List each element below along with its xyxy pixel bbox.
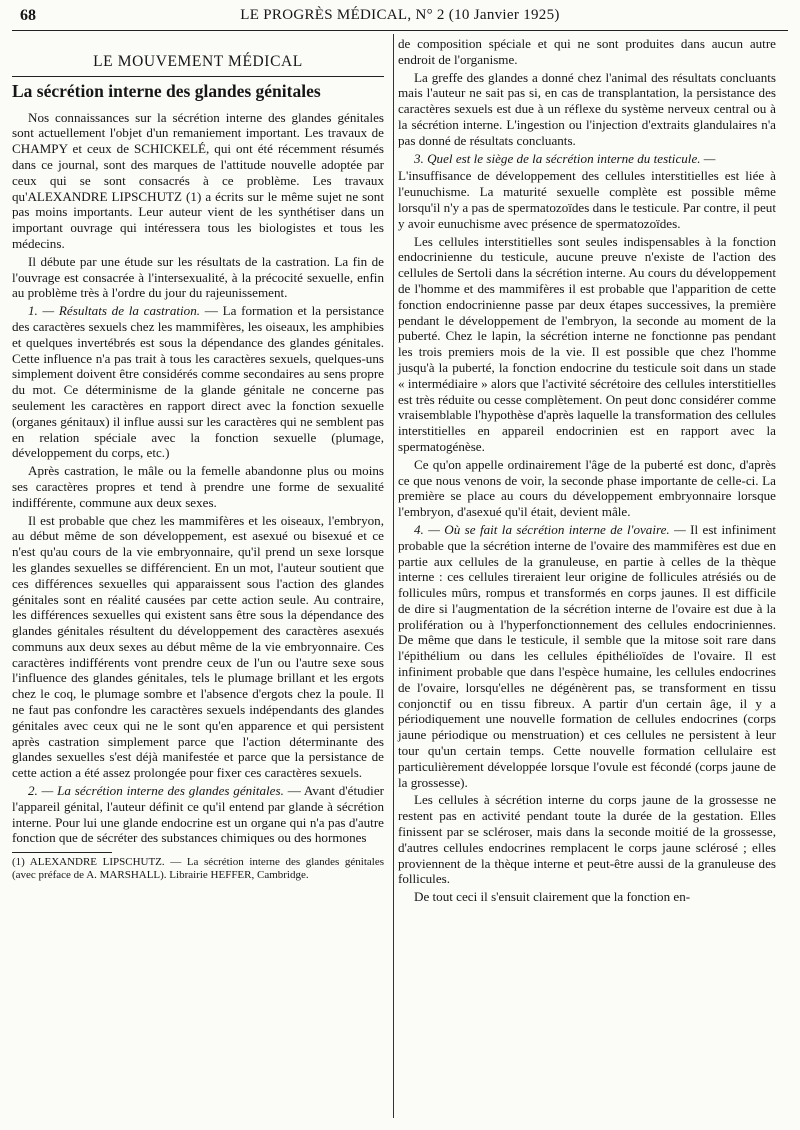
section-heading: LE MOUVEMENT MÉDICAL <box>93 53 303 70</box>
column-divider <box>393 34 394 1118</box>
section-2-heading: 2. — La sécrétion interne des glandes génitales. <box>28 783 284 799</box>
section-1-paragraph <box>12 303 384 461</box>
section-3-heading: 3. Quel est le siège de la sécrétion interne du testicule. — <box>414 150 716 166</box>
paragraph: Après castration, le mâle ou la femelle abandonne plus ou moins ses caractères propres et tend à prendre une forme de sexualité indifférente, commune aux deux sexes. <box>12 463 384 510</box>
section-1-heading: 1. — Résultats de la castration. <box>28 303 201 319</box>
paragraph: Les cellules interstitielles sont seules indispensables à la fonction endocrinienne du testicule, aucune preuve n'existe de l'action des cellules de Sertoli dans la sécrétion interne. Au cours du développement de l'homme et des mammifères il est probable que l'apparition de cette fonction endocrinienne passe par deux étapes successives, la première pendant le développement de l'embryon, la seconde au moment de la puberté. Chez le lapin, la sécrétion interne ne fonctionne pas pendant les trois premiers mois de la vie. Il est possible que chez l'homme jusqu'à la puberté, la fonction endocrine du testicule soit dans un stade « intermédiaire » alors que l'activité sécrétoire des cellules interstitielles est très réduite ou cesse complètement. On peut donc considérer comme vraisemblable l'hypothèse d'après laquelle la transformation des cellules interstitielles en appareil endocrinien est en rapport avec la spermatogénèse. <box>398 233 776 454</box>
intro-paragraph: Nos connaissances sur la sécrétion interne des glandes génitales sont actuellement l'objet d'un remaniement important. Les travaux de CHAMPY et ceux de SCHICKELÉ, qui ont été récemment résumés dans ce journal, sont des marques de l'attitude nouvelle adoptée par ceux qui se sont consacrés à ce problème. Les travaux qu'ALEXANDRE LIPSCHUTZ (1) a écrits sur le même sujet ne sont pas moins importants. Leur auteur vient de les synthétiser dans un important ouvrage qui intéressera tous les biologistes et tous les médecins. <box>12 109 384 251</box>
page-header <box>20 7 780 29</box>
section-1-text: — La formation et la persistance des caractères sexuels chez les mammifères, les oiseaux, les amphibies et quelques invertébrés est sous la dépendance des glandes génitales. Cette influence n'a pas trait à tous les caractères sexuels, quelques-uns simplement doivent être considérés comme secondaires au sens propre du mot. Ce déterminisme de la glande génitale ne concerne pas seulement les caractères en rapport direct avec la fonction sexuelle (organes génitaux) il influe aussi sur les caractères qui ne semblent pas en relation spéciale avec la fonction sexuelle (plumage, développement du corps, etc.) <box>12 303 384 461</box>
left-column <box>12 36 384 884</box>
section-rule <box>12 76 384 77</box>
paragraph: Il est probable que chez les mammifères et les oiseaux, l'embryon, au début même de son développement, est asexué ou bisexué et ce n'est qu'au cours de la vie embryonnaire, qu'il prend un sexe lorsque les glandes sexuelles se différencient. En un mot, l'auteur soutient que ces différences sexuelles qui apparaissent sous l'action des glandes génitales sont en réalité causées par cette action seule. Au contraire, les différences sexuelles qui existent sans être sous la dépendance des glandes génitales résultent du développement des caractères asexués communs aux deux sexes au début même de la vie embryonnaire. Ces caractères indifférents vont prendre ceux de l'un ou l'autre sexe sous l'influence des glandes génitales, tels le plumage brillant et les ergots chez le coq, le plumage sombre et l'absence d'ergots chez la poule. Il ne faut pas confondre les caractères sexuels indépendants des glandes génitales avec ceux qui ne le sont qu'en apparence et qui persistent après castration simplement parce que l'action déterminante des glandes sexuelles s'est déjà manifestée et parce que la persistance de cette action a été assez prolongée pour fixer ces caractères sexuels. <box>12 512 384 781</box>
section-4-text: Il est infiniment probable que la sécrétion interne de l'ovaire des mammifères est due en partie aux cellules de la granuleuse, en partie à celles de la thèque interne : ces cellules tireraient leur origine de follicules atrésiés ou de follicules mûrs, rompus et transformés en corps jaunes. Il est difficile de dire si l'augmentation de la sécrétion interne de l'ovaire est due à la prolifération ou à l'hyperfonctionnement des cellules endocriniennes. De même que dans le testicule, il semble que la mitose soit rare dans l'épithélium ou dans les cellules épithélioïdes de l'ovaire. Il est infiniment probable que dans l'espèce humaine, les cellules endocrines de l'ovaire, lorsqu'elles ne dégénèrent pas, se transforment en tissu conjonctif ou en tissu fibreux. A partir d'un certain âge, il y a périodiquement une nouvelle formation de cellules endocrines (corps jaune périodique ou menstruation) et ces cellules ne persistent à leur tour qu'un certain temps. Cette nouvelle formation cellulaire est particulièrement développée lorsque l'ovule est fécondé (corps jaune de la grossesse). <box>398 521 777 790</box>
footnote-rule <box>12 852 112 853</box>
section-2-text: — Avant d'étudier l'appareil génital, l'auteur définit ce qu'il entend par glande à sécrétion interne. Pour lui une glande endocrine est un organe qui n'a pas d'autre fonction que de sécréter des substances chimiques ou des hormones <box>12 783 384 846</box>
header-rule <box>12 30 788 31</box>
paragraph: La greffe des glandes a donné chez l'animal des résultats concluants mais l'auteur ne sait pas si, en cas de transplantation, la persistance des caractères sexuels est due à un réflexe du système nerveux central ou à la sécrétion interne. L'ingestion ou l'injection d'extraits glandulaires n'a pas donné de résultats concluants. <box>398 69 776 148</box>
paragraph: Il débute par une étude sur les résultats de la castration. La fin de l'ouvrage est consacrée à l'intersexualité, à la précocité sexuelle, enfin au problème très à l'ordre du jour du rajeunissement. <box>12 253 384 301</box>
paragraph: Ce qu'on appelle ordinairement l'âge de la puberté est donc, d'après ce que nous venons de voir, la seconde phase importante de celle-ci. La première se place au cours du développement embryonnaire lorsque l'embryon, d'asexué qu'il était, devient mâle. <box>398 456 776 520</box>
article-title: La sécrétion interne des glandes génitales <box>12 80 321 101</box>
paragraph: Les cellules à sécrétion interne du corps jaune de la grossesse ne restent pas en activité pendant toute la durée de la gestation. Elles finissent par se scléroser, mais dans la seconde moitié de la grossesse, d'autres cellules endocrines remplacent le corps jaune sclérosé ; elles proviennent de la thèque interne et peut-être aussi de la granuleuse des follicules. <box>398 792 776 887</box>
right-column <box>398 36 776 907</box>
paragraph: De tout ceci il s'ensuit clairement que la fonction en- <box>414 889 691 905</box>
paragraph: de composition spéciale et qui ne sont produites dans aucun autre endroit de l'organisme. <box>398 36 776 67</box>
running-title: LE PROGRÈS MÉDICAL, N° 2 (10 Janvier 1925) <box>240 7 560 23</box>
section-4-paragraph <box>398 522 776 791</box>
section-4-heading: 4. — Où se fait la sécrétion interne de l'ovaire. — <box>414 521 686 537</box>
section-2-paragraph <box>12 783 384 846</box>
footnote: (1) ALEXANDRE LIPSCHUTZ. — La sécrétion interne des glandes génitales (avec préface de A. MARSHALL). Librairie HEFFER, Cambridge. <box>12 856 384 882</box>
page-number: 68 <box>20 7 36 24</box>
paragraph: L'insuffisance de développement des cellules interstitielles est liée à l'eunuchisme. La maturité sexuelle complète est possible même lorsqu'il n'y a pas de spermatozoïdes dans le testicule. Par contre, il peut y avoir eunuchisme avec présence de spermatozoïdes. <box>398 168 776 231</box>
section-3-heading-line <box>398 151 776 167</box>
